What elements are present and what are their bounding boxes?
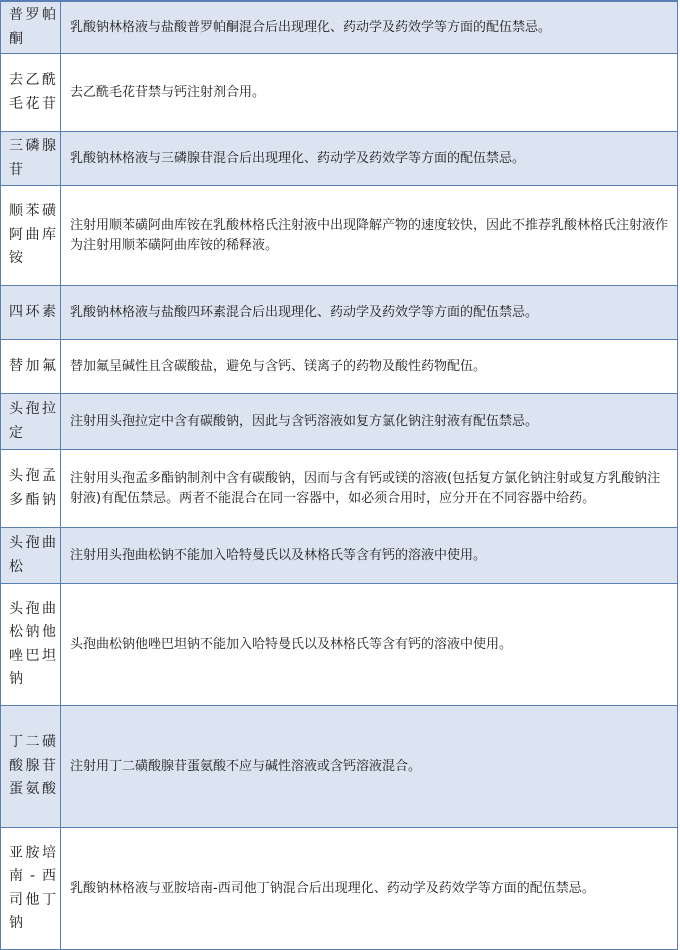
drug-name-cell: 去乙酰毛花苷 [1,54,61,132]
table-row [1,706,678,828]
table-row [1,1,678,54]
table-row [1,584,678,706]
drug-name-cell: 头孢曲松钠他唑巴坦钠 [1,584,61,706]
drug-name-cell: 四环素 [1,286,61,340]
drug-name-cell: 丁二磺酸腺苷蛋氨酸 [1,706,61,828]
incompatibility-cell: 注射用头孢曲松钠不能加入哈特曼氏以及林格氏等含有钙的溶液中使用。 [61,528,678,584]
incompatibility-cell: 替加氟呈碱性且含碳酸盐，避免与含钙、镁离子的药物及酸性药物配伍。 [61,340,678,394]
table-row [1,340,678,394]
table-row [1,828,678,950]
incompatibility-cell: 头孢曲松钠他唑巴坦钠不能加入哈特曼氏以及林格氏等含有钙的溶液中使用。 [61,584,678,706]
table-row [1,450,678,528]
table-row [1,186,678,286]
drug-name-cell: 头孢拉定 [1,394,61,450]
drug-name-cell: 顺苯磺阿曲库铵 [1,186,61,286]
table-row [1,54,678,132]
table-row [1,132,678,186]
incompatibility-cell: 去乙酰毛花苷禁与钙注射剂合用。 [61,54,678,132]
table-row [1,286,678,340]
drug-name-cell: 亚胺培南-西司他丁钠 [1,828,61,950]
incompatibility-cell: 乳酸钠林格液与盐酸四环素混合后出现理化、药动学及药效学等方面的配伍禁忌。 [61,286,678,340]
drug-name-cell: 头孢曲松 [1,528,61,584]
incompatibility-cell: 注射用头孢拉定中含有碳酸钠，因此与含钙溶液如复方氯化钠注射液有配伍禁忌。 [61,394,678,450]
drug-name-cell: 头孢孟多酯钠 [1,450,61,528]
incompatibility-cell: 注射用头孢孟多酯钠制剂中含有碳酸钠，因而与含有钙或镁的溶液(包括复方氯化钠注射或复方乳酸钠注射液)有配伍禁忌。两者不能混合在同一容器中，如必须合用时，应分开在不同容器中给药。 [61,450,678,528]
incompatibility-cell: 乳酸钠林格液与盐酸普罗帕酮混合后出现理化、药动学及药效学等方面的配伍禁忌。 [61,1,678,54]
incompatibility-cell: 注射用丁二磺酸腺苷蛋氨酸不应与碱性溶液或含钙溶液混合。 [61,706,678,828]
incompatibility-cell: 注射用顺苯磺阿曲库铵在乳酸林格氏注射液中出现降解产物的速度较快，因此不推荐乳酸林格氏注射液作为注射用顺苯磺阿曲库铵的稀释液。 [61,186,678,286]
drug-name-cell: 替加氟 [1,340,61,394]
drug-name-cell: 普罗帕酮 [1,1,61,54]
incompatibility-cell: 乳酸钠林格液与三磷腺苷混合后出现理化、药动学及药效学等方面的配伍禁忌。 [61,132,678,186]
table-row [1,394,678,450]
table-row [1,528,678,584]
drug-name-cell: 三磷腺苷 [1,132,61,186]
incompatibility-cell: 乳酸钠林格液与亚胺培南-西司他丁钠混合后出现理化、药动学及药效学等方面的配伍禁忌。 [61,828,678,950]
